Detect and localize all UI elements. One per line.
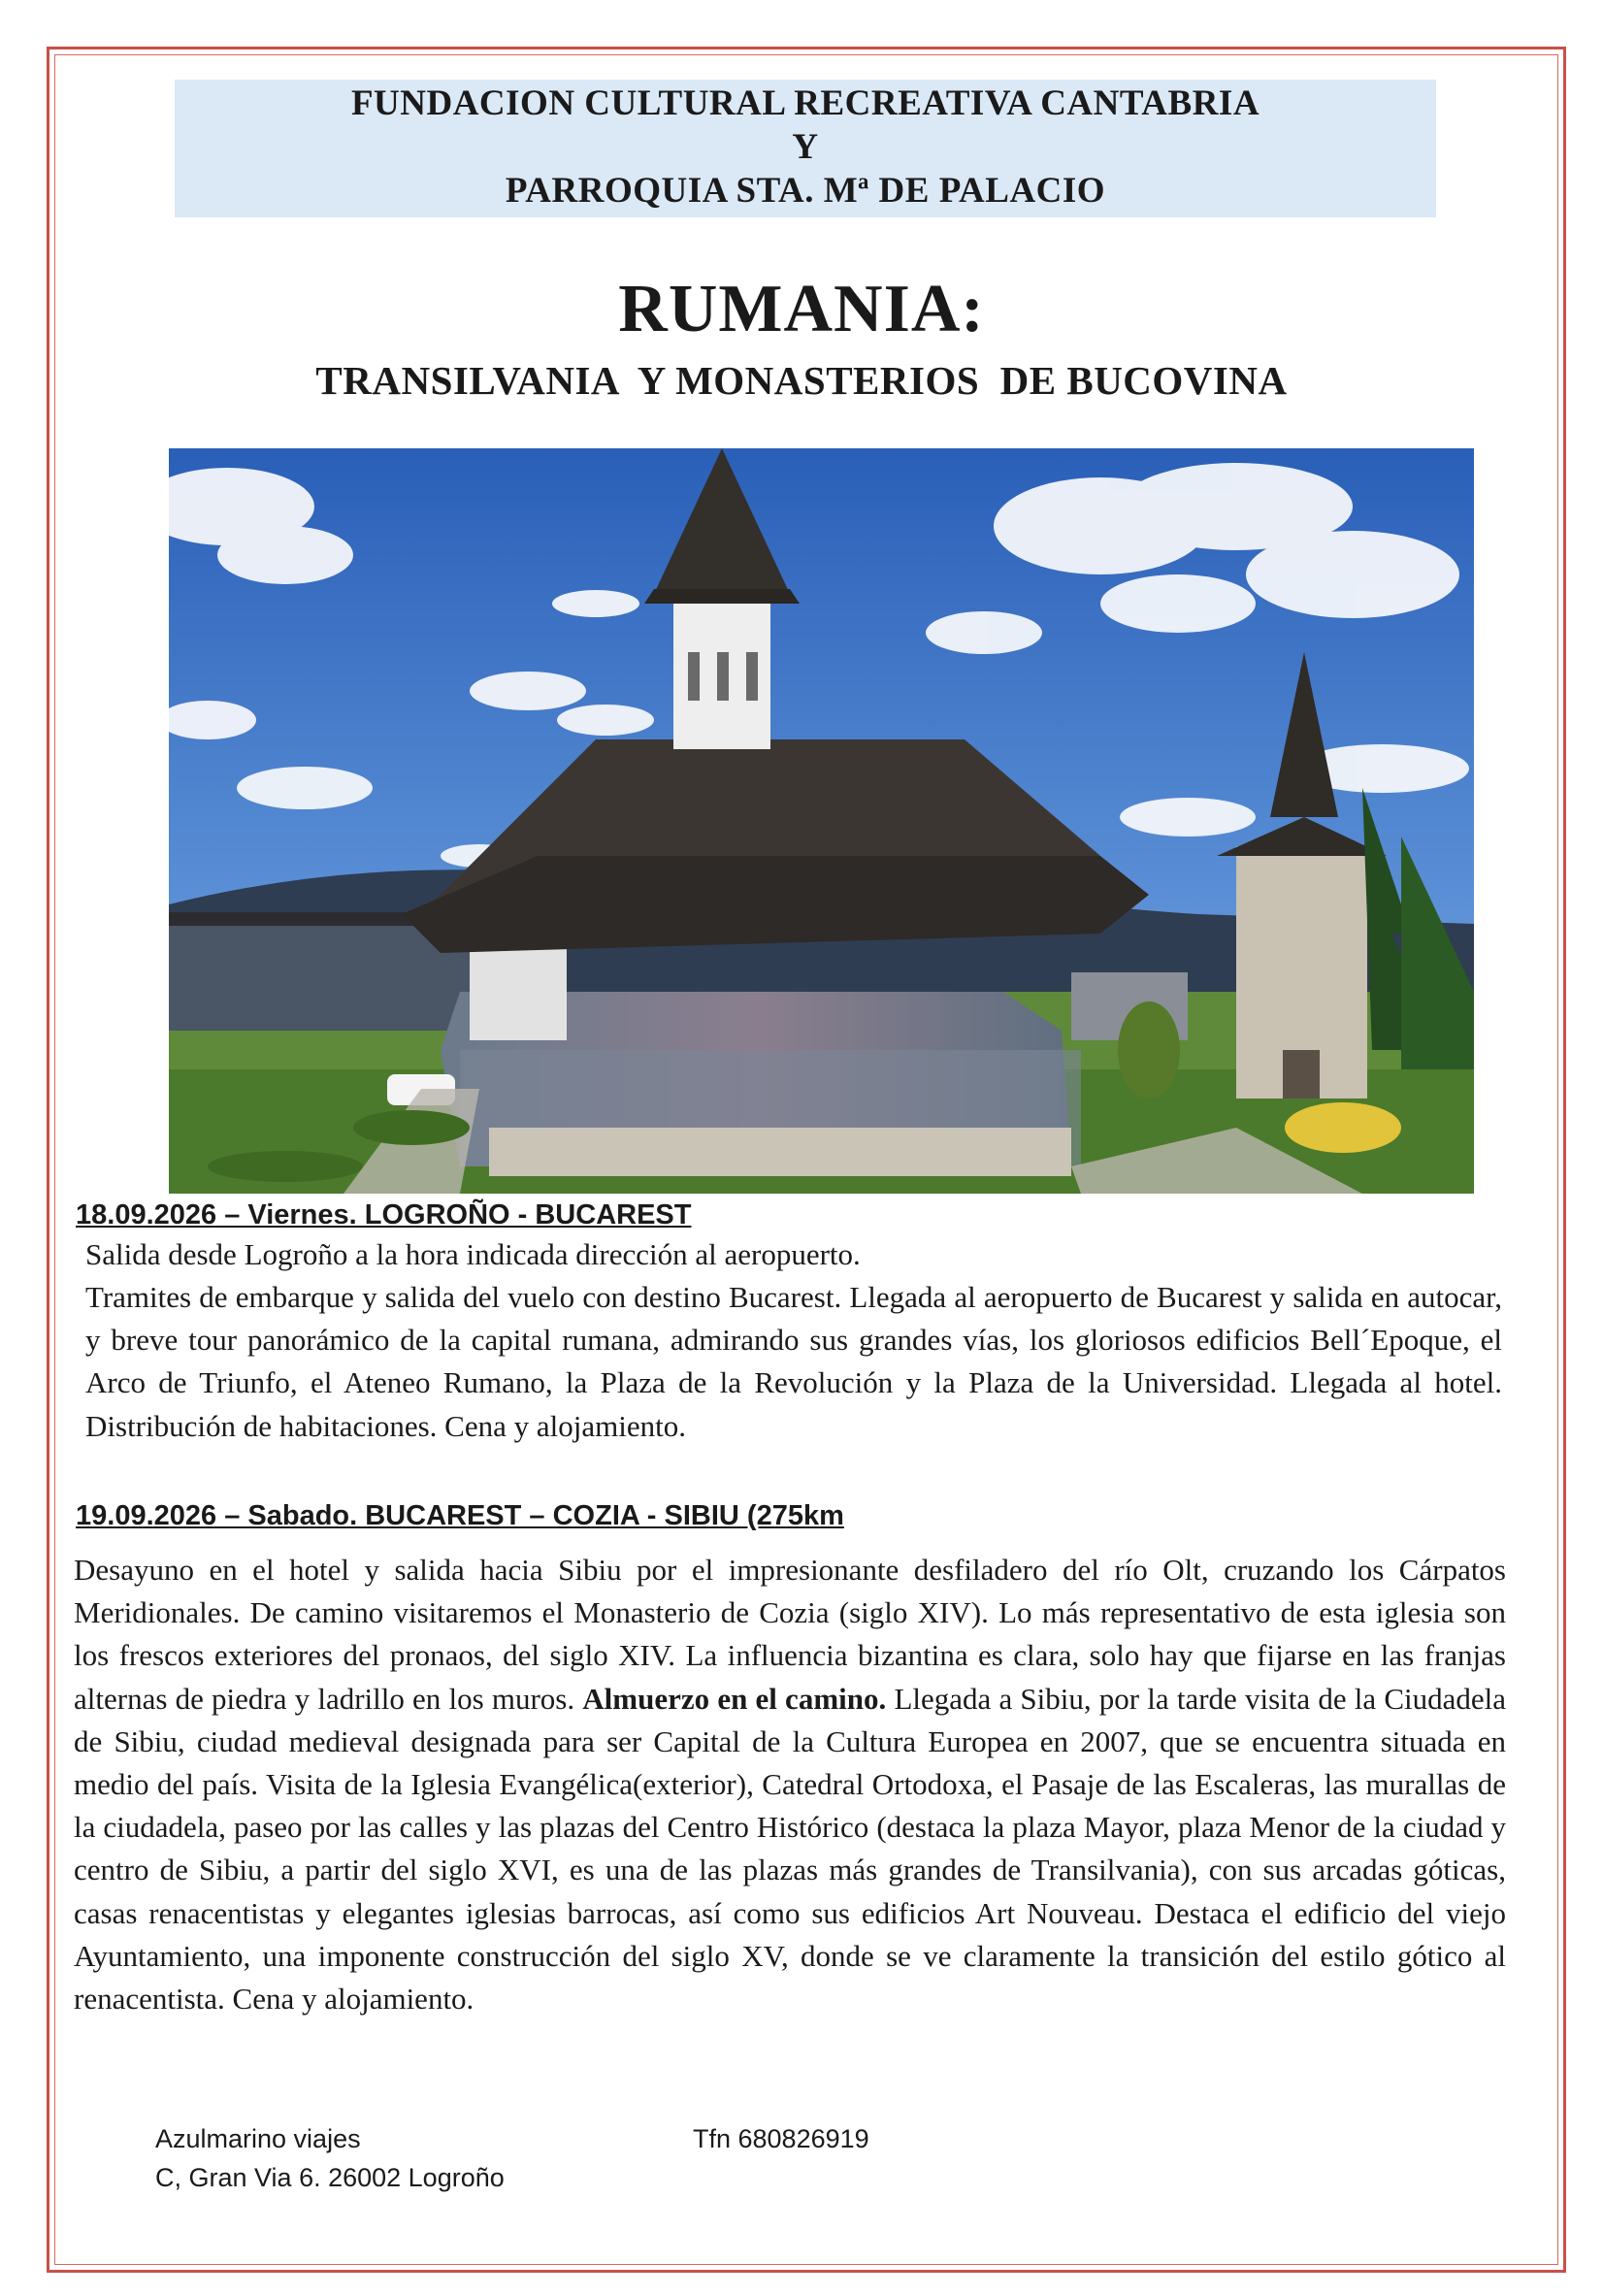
footer-agency: Azulmarino viajes [155,2124,361,2153]
day2-paragraph [74,1549,1506,2020]
day1-paragraph-2: Tramites de embarque y salida del vuelo con destino Bucarest. Llegada al aeropuerto de Bucarest y salida en autocar, y breve tour panorámico de la capital rumana, admirando sus grandes vías, los gloriosos edificios Bell´Epoque, el Arco de Triunfo, el Ateneo Rumano, la Plaza de la Revolución y la Plaza de la Universidad. Llegada al hotel. Distribución de habitaciones. Cena y alojamiento. [85,1280,1502,1443]
footer-phone: Tfn 680826919 [693,2124,869,2153]
day1-heading: 18.09.2026 – Viernes. LOGROÑO - BUCAREST [76,1199,692,1230]
monastery-photo [169,448,1474,1194]
day2-heading: 19.09.2026 – Sabado. BUCAREST – COZIA - SIBIU (275km [76,1500,844,1531]
footer-address: C, Gran Via 6. 26002 Logroño [155,2163,505,2192]
page-subtitle: TRANSILVANIA Y MONASTERIOS DE BUCOVINA [315,358,1288,403]
header-organization: FUNDACION CULTURAL RECREATIVA CANTABRIA [350,83,1260,123]
header-conjunction: Y [792,127,819,167]
day2-text-after: Llegada a Sibiu, por la tarde visita de la Ciudadela de Sibiu, ciudad medieval designada para ser Capital de la Cultura Europea en 2007, que se encuentra situada en medio del país. Visita de la Iglesia Evangélica(exterior), Catedral Ortodoxa, el Pasaje de las Escaleras, las murallas de la ciudadela, paseo por las calles y las plazas del Centro Histórico (destaca la plaza Mayor, plaza Menor de la ciudad y centro de Sibiu, a partir del siglo XVI, es una de las plazas más grandes de Transilvania), con sus arcadas góticas, casas renacentistas y elegantes iglesias barrocas, así como sus edificios Art Nouveau. Destaca el edificio del viejo Ayuntamiento, una imponente construcción del siglo XV, donde se ve claramente la transición del estilo gótico al renacentista. Cena y alojamiento. [74,1681,1507,2017]
day1-paragraph-1: Salida desde Logroño a la hora indicada dirección al aeropuerto. [85,1237,861,1271]
page-title: RUMANIA: [618,272,985,346]
day2-lunch-note: Almuerzo en el camino. [582,1681,887,1716]
header-parish: PARROQUIA STA. Mª DE PALACIO [505,171,1106,211]
day2-text-before: Desayuno en el hotel y salida hacia Sibiu por el impresionante desfiladero del río Olt, cruzando los Cárpatos Meridionales. De camino visitaremos el Monasterio de Cozia (siglo XIV). Lo más representativo de esta iglesia son los frescos exteriores del pronaos, del siglo XIV. La influencia bizantina es clara, solo hay que fijarse en las franjas alternas de piedra y ladrillo en los muros. [74,1553,1506,1716]
